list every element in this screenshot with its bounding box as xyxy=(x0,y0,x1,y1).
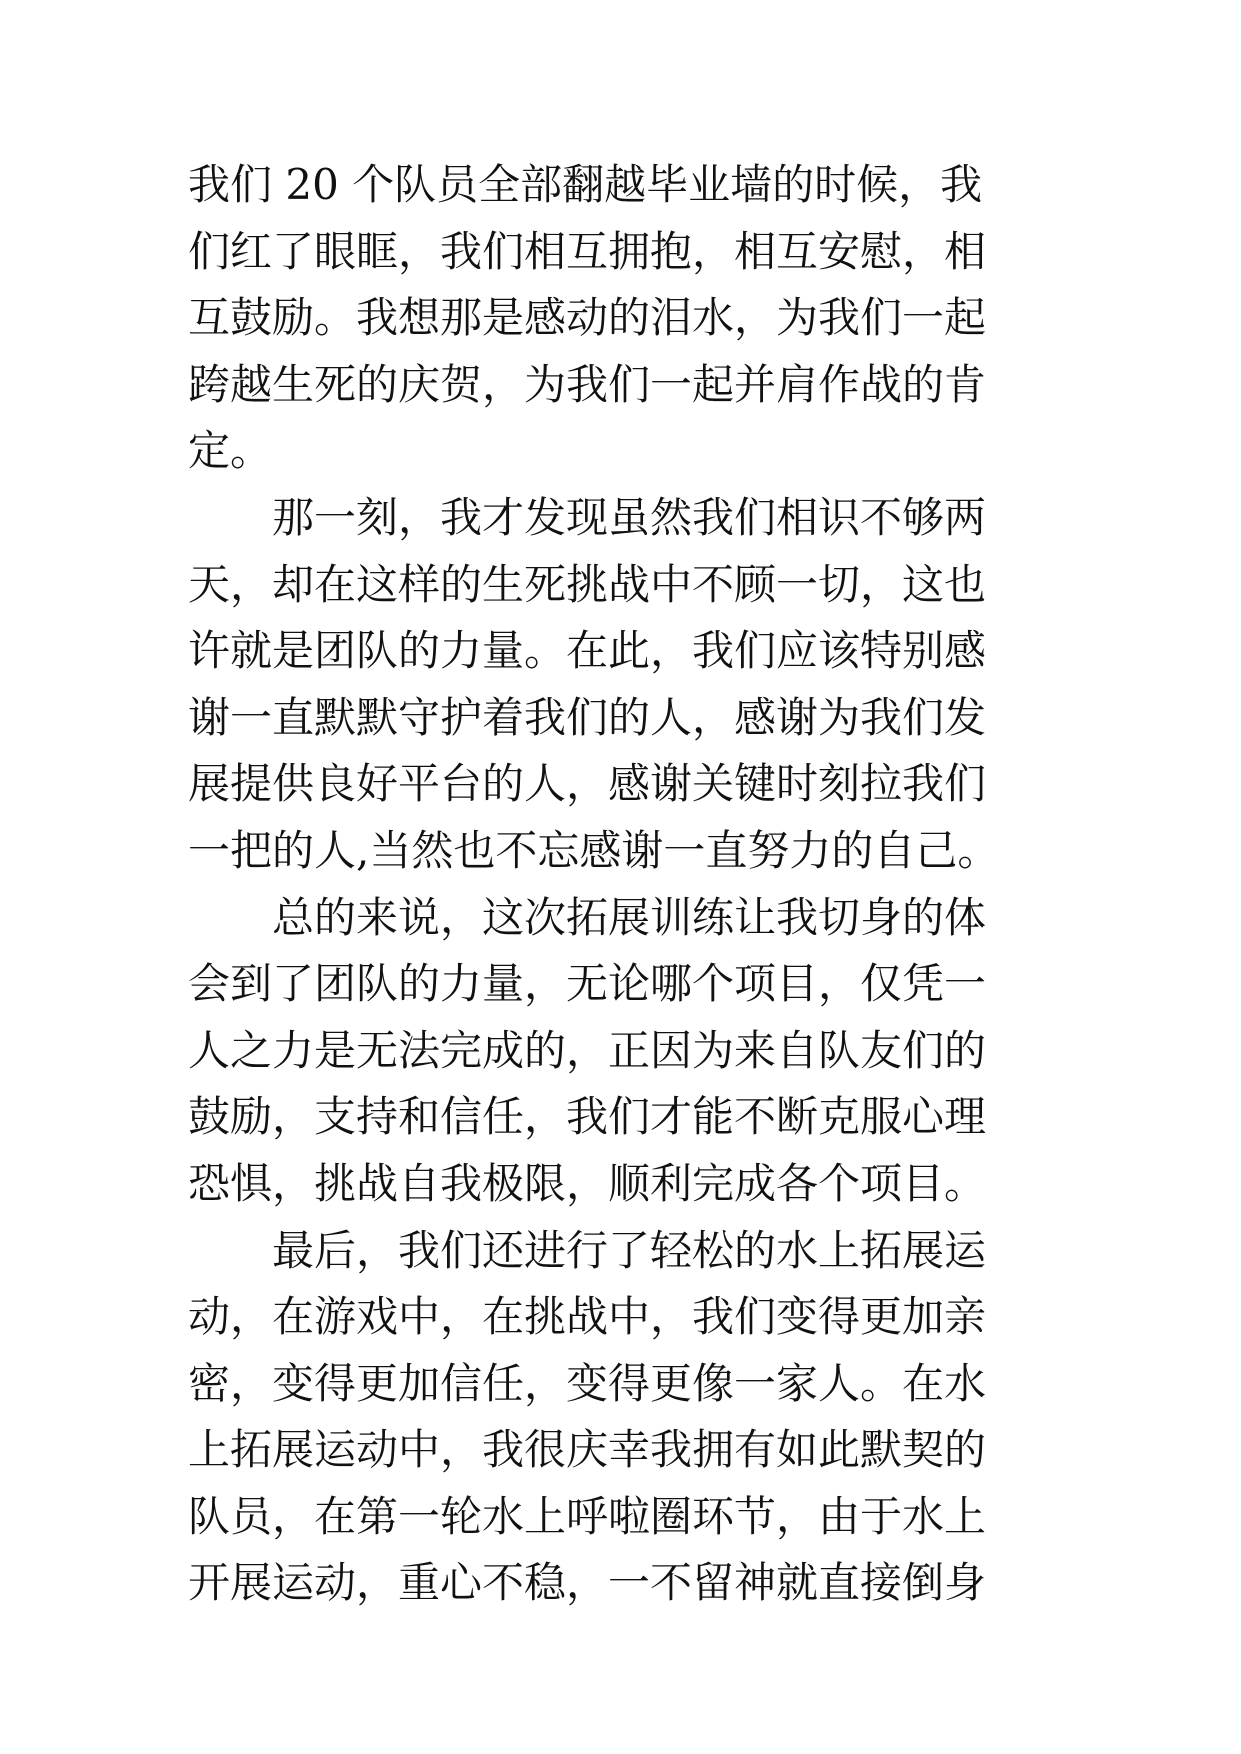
text-line: 开展运动，重心不稳，一不留神就直接倒身 xyxy=(188,1558,987,1608)
text-line: 密，变得更加信任，变得更像一家人。在水 xyxy=(188,1358,987,1408)
text-line: 队员，在第一轮水上呼啦圈环节，由于水上 xyxy=(188,1491,987,1541)
text-line: 互鼓励。我想那是感动的泪水，为我们一起 xyxy=(188,293,987,343)
text-line: 那一刻，我才发现虽然我们相识不够两 xyxy=(188,492,987,542)
text-line: 动，在游戏中，在挑战中，我们变得更加亲 xyxy=(188,1292,987,1342)
text-line: 们红了眼眶，我们相互拥抱，相互安慰，相 xyxy=(188,226,987,276)
text-line: 上拓展运动中，我很庆幸我拥有如此默契的 xyxy=(188,1425,987,1475)
text-line: 许就是团队的力量。在此，我们应该特别感 xyxy=(188,626,987,676)
text-line: 谢一直默默守护着我们的人，感谢为我们发 xyxy=(188,692,987,742)
text-line: 最后，我们还进行了轻松的水上拓展运 xyxy=(188,1225,987,1275)
text-line: 人之力是无法完成的，正因为来自队友们的 xyxy=(188,1025,987,1075)
text-line: 一把的人,当然也不忘感谢一直努力的自己。 xyxy=(188,825,1000,875)
text-line: 恐惧，挑战自我极限，顺利完成各个项目。 xyxy=(188,1158,987,1208)
text-line: 跨越生死的庆贺，为我们一起并肩作战的肯 xyxy=(188,359,987,409)
text-line: 总的来说，这次拓展训练让我切身的体 xyxy=(188,892,987,942)
text-line: 定。 xyxy=(188,426,273,476)
text-line: 会到了团队的力量，无论哪个项目，仅凭一 xyxy=(188,959,987,1009)
text-line: 展提供良好平台的人，感谢关键时刻拉我们 xyxy=(188,759,987,809)
body-text xyxy=(188,152,1088,1617)
text-line: 我们 20 个队员全部翻越毕业墙的时候，我 xyxy=(188,160,983,209)
text-line: 鼓励，支持和信任，我们才能不断克服心理 xyxy=(188,1092,987,1142)
text-line: 天，却在这样的生死挑战中不顾一切，这也 xyxy=(188,559,987,609)
